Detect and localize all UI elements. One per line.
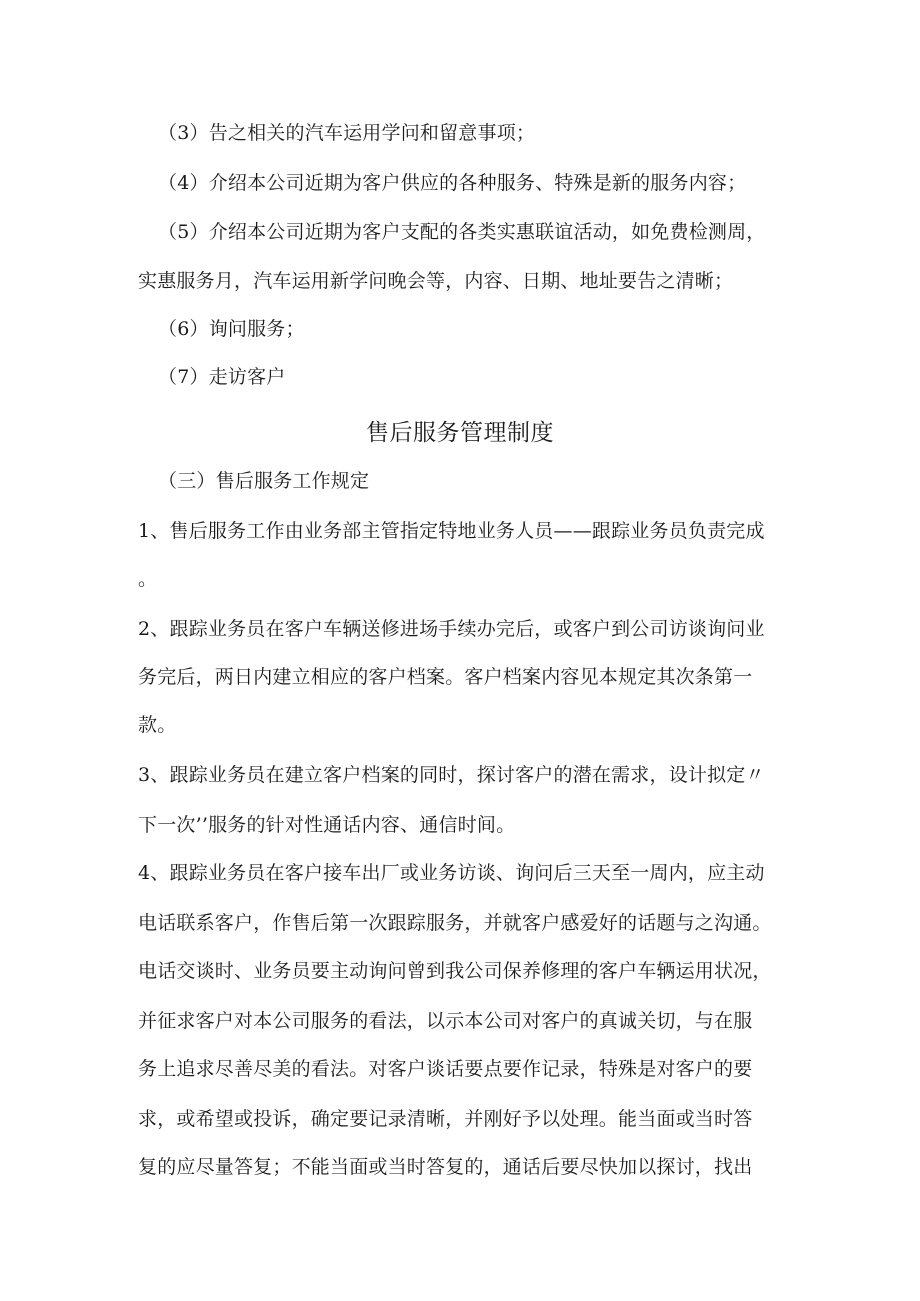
paragraph-2-line-1: 2、跟踪业务员在客户车辆送修进场手续办完后，或客户到公司访谈询问业 bbox=[138, 618, 765, 640]
list-item-5-line-2: 实惠服务月，汽车运用新学问晚会等，内容、日期、地址要告之清晰； bbox=[138, 270, 734, 292]
paragraph-4-line-1: 4、跟踪业务员在客户接车出厂或业务访谈、询问后三天至一周内，应主动 bbox=[138, 862, 765, 884]
paragraph-2-line-2: 务完后，两日内建立相应的客户档案。客户档案内容见本规定其次条第一 bbox=[138, 666, 753, 688]
paragraph-1-line-1: 1、售后服务工作由业务部主管指定特地业务人员——跟踪业务员负责完成 bbox=[138, 520, 765, 542]
subsection-title: （三）售后服务工作规定 bbox=[158, 470, 370, 492]
paragraph-4-line-4: 并征求客户对本公司服务的看法，以示本公司对客户的真诚关切，与在服 bbox=[138, 1010, 753, 1032]
list-item-5-line-1: （5）介绍本公司近期为客户支配的各类实惠联谊活动，如免费检测周， bbox=[158, 221, 766, 243]
list-item-7: （7）走访客户 bbox=[158, 366, 286, 388]
paragraph-3-line-2: 下一次’’服务的针对性通话内容、通信时间。 bbox=[138, 814, 516, 836]
paragraph-4-line-3: 电话交谈时、业务员要主动询问曾到我公司保养修理的客户车辆运用状况， bbox=[138, 960, 772, 982]
list-item-6: （6）询问服务； bbox=[158, 318, 305, 340]
paragraph-2-line-3: 款。 bbox=[138, 714, 177, 736]
list-item-3: （3）告之相关的汽车运用学问和留意事项； bbox=[158, 122, 536, 144]
list-item-4: （4）介绍本公司近期为客户供应的各种服务、特殊是新的服务内容； bbox=[158, 172, 747, 194]
paragraph-4-line-6: 求，或希望或投诉，确定要记录清晰，并刚好予以处理。能当面或当时答 bbox=[138, 1108, 753, 1130]
paragraph-4-line-5: 务上追求尽善尽美的看法。对客户谈话要点要作记录，特殊是对客户的要 bbox=[138, 1058, 753, 1080]
paragraph-4-line-7: 复的应尽量答复；不能当面或当时答复的，通话后要尽快加以探讨，找出 bbox=[138, 1156, 753, 1178]
section-title: 售后服务管理制度 bbox=[366, 420, 554, 446]
paragraph-4-line-2: 电话联系客户，作售后第一次跟踪服务，并就客户感爱好的话题与之沟通。 bbox=[138, 912, 772, 934]
paragraph-1-line-2: 。 bbox=[138, 568, 158, 590]
paragraph-3-line-1: 3、跟踪业务员在建立客户档案的同时，探讨客户的潜在需求，设计拟定〃 bbox=[138, 764, 765, 786]
